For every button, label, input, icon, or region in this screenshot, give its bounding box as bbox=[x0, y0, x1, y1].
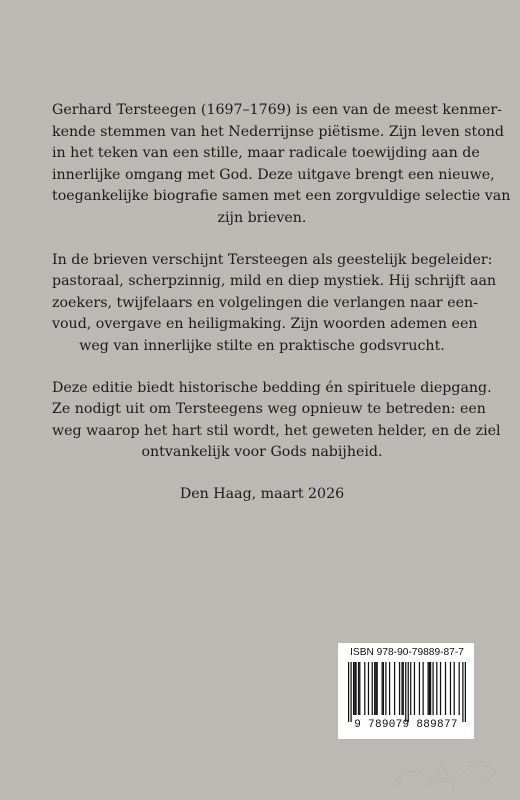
text-line: ontvankelijk voor Gods nabijheid. bbox=[141, 444, 383, 461]
barcode-bar bbox=[436, 662, 437, 715]
barcode-bar bbox=[450, 662, 451, 715]
text-line: weg waarop het hart stil wordt, het geweten helder, en de ziel bbox=[52, 422, 501, 439]
blurb-paragraph-1 bbox=[52, 100, 511, 230]
barcode-bar bbox=[405, 662, 406, 722]
text-line: zoekers, twijfelaars en volgelingen die verlangen naar een- bbox=[52, 294, 478, 311]
isbn-label: ISBN 978-90-79889-87-7 bbox=[350, 647, 464, 658]
barcode-bar bbox=[374, 662, 375, 715]
text-line: Deze editie biedt historische bedding én spirituele diepgang. bbox=[52, 379, 492, 396]
text-line: in het teken van een stille, maar radicale toewijding aan de bbox=[52, 145, 480, 162]
text-line: weg van innerlijke stilte en praktische godsvrucht. bbox=[79, 337, 445, 354]
barcode-bar bbox=[465, 662, 466, 722]
barcode-bar bbox=[364, 662, 365, 715]
barcode-bar bbox=[445, 662, 446, 715]
barcode-bar bbox=[454, 662, 455, 715]
barcode-bar bbox=[359, 662, 360, 715]
text-line: Ze nodigt uit om Tersteegens weg opnieuw te betreden: een bbox=[52, 401, 486, 418]
text-line: pastoraal, scherpzinnig, mild en diep mystiek. Hij schrijft aan bbox=[52, 273, 497, 290]
barcode-icon bbox=[348, 662, 466, 722]
barcode-bar bbox=[385, 662, 386, 715]
blurb-text bbox=[52, 100, 511, 506]
barcode-bar bbox=[430, 662, 431, 715]
barcode-bar bbox=[440, 662, 441, 715]
barcode-bar bbox=[401, 662, 402, 715]
barcode-bar bbox=[358, 662, 359, 715]
barcode-bar bbox=[429, 662, 430, 715]
text-line: In de brieven verschijnt Tersteegen als geestelijk begeleider: bbox=[52, 251, 493, 268]
blurb-paragraph-2 bbox=[52, 250, 497, 358]
barcode-bar bbox=[459, 662, 460, 715]
isbn-barcode-block bbox=[338, 643, 474, 739]
barcode-bar bbox=[353, 662, 354, 715]
barcode-bar bbox=[372, 662, 373, 715]
barcode-bar bbox=[427, 662, 428, 715]
blurb-paragraph-3 bbox=[52, 378, 501, 464]
text-line: Gerhard Tersteegen (1697–1769) is een van de meest kenmer- bbox=[52, 102, 502, 118]
barcode-bar bbox=[382, 662, 383, 715]
barcode-bar bbox=[354, 662, 355, 715]
text-line: toegankelijke biografie samen met een zorgvuldige selectie van bbox=[52, 188, 511, 205]
barcode-bar bbox=[462, 662, 463, 722]
barcode-bar bbox=[403, 662, 404, 715]
barcode-bar bbox=[410, 662, 411, 715]
barcode-bar bbox=[348, 662, 349, 722]
barcode-bar bbox=[432, 662, 433, 715]
place-date-signoff: Den Haag, maart 2026 bbox=[179, 485, 345, 502]
barcode-bar bbox=[423, 662, 424, 715]
text-line: kende stemmen van het Nederrijnse piëtisme. Zijn leven stond bbox=[52, 123, 505, 140]
barcode-bar bbox=[355, 662, 356, 715]
barcode-bar bbox=[394, 662, 395, 715]
barcode-bar bbox=[408, 662, 409, 722]
barcode-bar bbox=[350, 662, 351, 722]
barcode-bar bbox=[419, 662, 420, 715]
publisher-watermark-icon bbox=[386, 756, 506, 796]
barcode-bar bbox=[368, 662, 369, 715]
barcode-bar bbox=[375, 662, 376, 715]
barcode-bar bbox=[414, 662, 415, 715]
barcode-bar bbox=[389, 662, 390, 715]
barcode-bar bbox=[399, 662, 400, 715]
text-line: voud, overgave en heiligmaking. Zijn woorden ademen een bbox=[52, 316, 478, 333]
barcode-bar bbox=[377, 662, 378, 715]
text-line: innerlijke omgang met God. Deze uitgave brengt een nieuwe, bbox=[52, 166, 495, 183]
ean-digits: 9 789079 889877 bbox=[354, 719, 458, 731]
barcode-bar bbox=[383, 662, 384, 715]
text-line: zijn brieven. bbox=[217, 209, 307, 226]
